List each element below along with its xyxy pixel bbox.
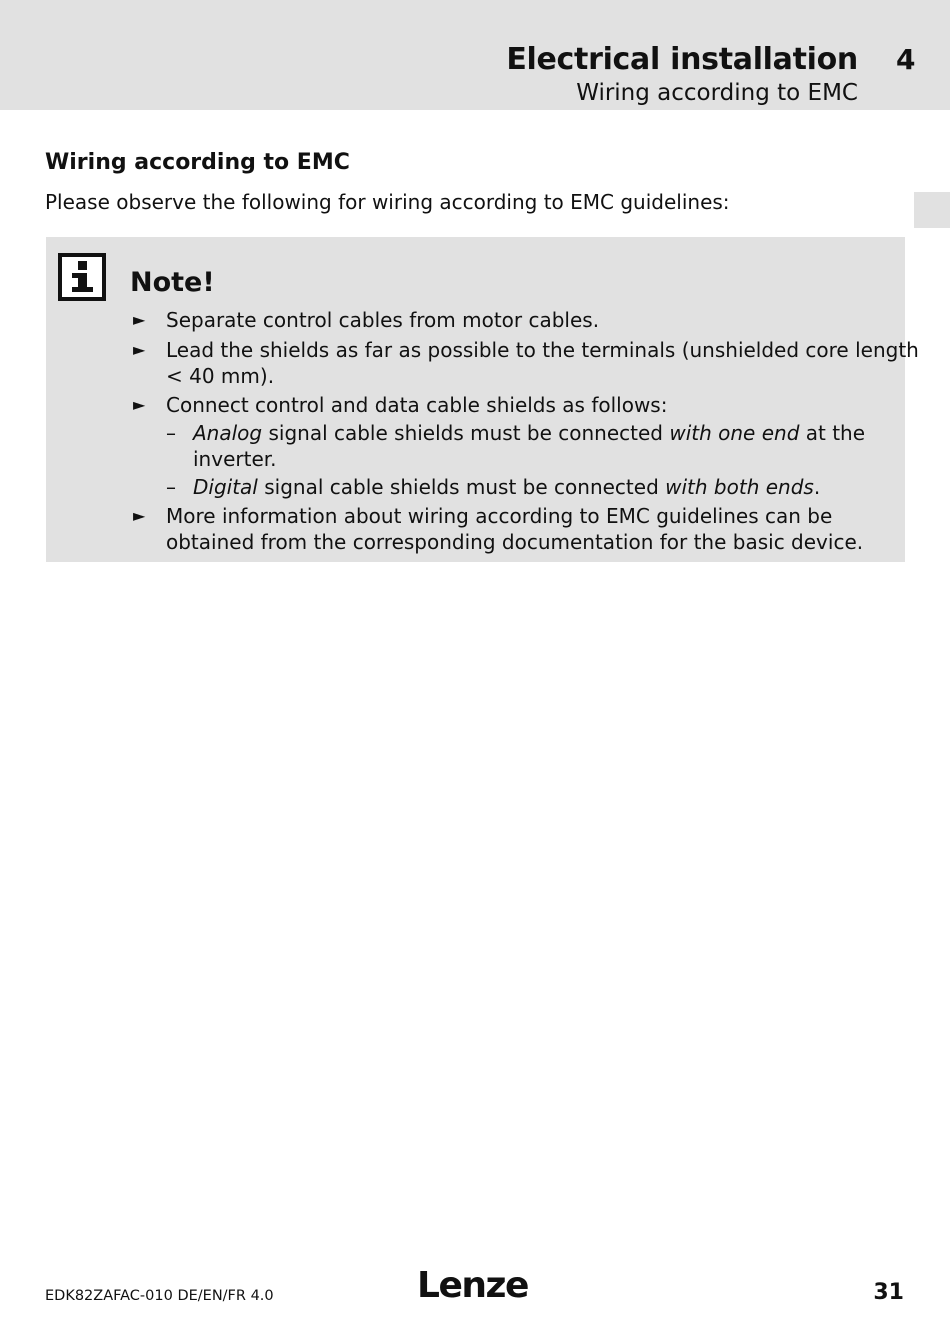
- chapter-number: 4: [896, 43, 916, 76]
- emphasis-digital: Digital: [193, 475, 258, 499]
- sub-item-analog-line2: inverter.: [193, 447, 277, 471]
- page-number: 31: [873, 1280, 904, 1305]
- note-item-separate-cables: Separate control cables from motor cables.: [166, 308, 600, 332]
- sub-item-analog-tail: at the: [799, 421, 866, 445]
- sub-item-analog-line1: [193, 420, 865, 446]
- sub-item-digital: [193, 474, 820, 500]
- note-item-more-info-line2: obtained from the corresponding documentation for the basic device.: [166, 530, 864, 554]
- lenze-logo: Lenze: [417, 1265, 528, 1306]
- chapter-subtitle: Wiring according to EMC: [576, 80, 858, 106]
- note-item-more-info-line1: More information about wiring according to EMC guidelines can be: [166, 504, 833, 528]
- dash-marker: –: [166, 475, 176, 499]
- note-item-connect-shields: Connect control and data cable shields as follows:: [166, 393, 668, 417]
- emphasis-both-ends: with both ends: [665, 475, 814, 499]
- dash-marker: –: [166, 421, 176, 445]
- intro-paragraph: Please observe the following for wiring according to EMC guidelines:: [45, 190, 730, 214]
- sub-item-digital-tail: .: [813, 475, 821, 499]
- sub-item-digital-text: signal cable shields must be connected: [257, 475, 666, 499]
- emphasis-one-end: with one end: [669, 421, 800, 445]
- chapter-title: Electrical installation: [506, 42, 858, 77]
- note-item-shields-line2: < 40 mm).: [166, 364, 275, 388]
- note-item-shields-line1: Lead the shields as far as possible to the terminals (unshielded core length: [166, 338, 919, 362]
- sub-item-analog-text: signal cable shields must be connected: [262, 421, 670, 445]
- bullet-marker: ►: [133, 340, 146, 359]
- chapter-side-tab: [914, 192, 950, 228]
- info-icon: [58, 253, 106, 301]
- bullet-marker: ►: [133, 506, 146, 525]
- emphasis-analog: Analog: [193, 421, 263, 445]
- section-heading: Wiring according to EMC: [45, 150, 350, 175]
- note-box: [46, 237, 919, 562]
- bullet-marker: ►: [133, 395, 146, 414]
- bullet-marker: ►: [133, 310, 146, 329]
- note-title: Note!: [130, 267, 215, 298]
- document-id: EDK82ZAFAC-010 DE/EN/FR 4.0: [45, 1288, 274, 1304]
